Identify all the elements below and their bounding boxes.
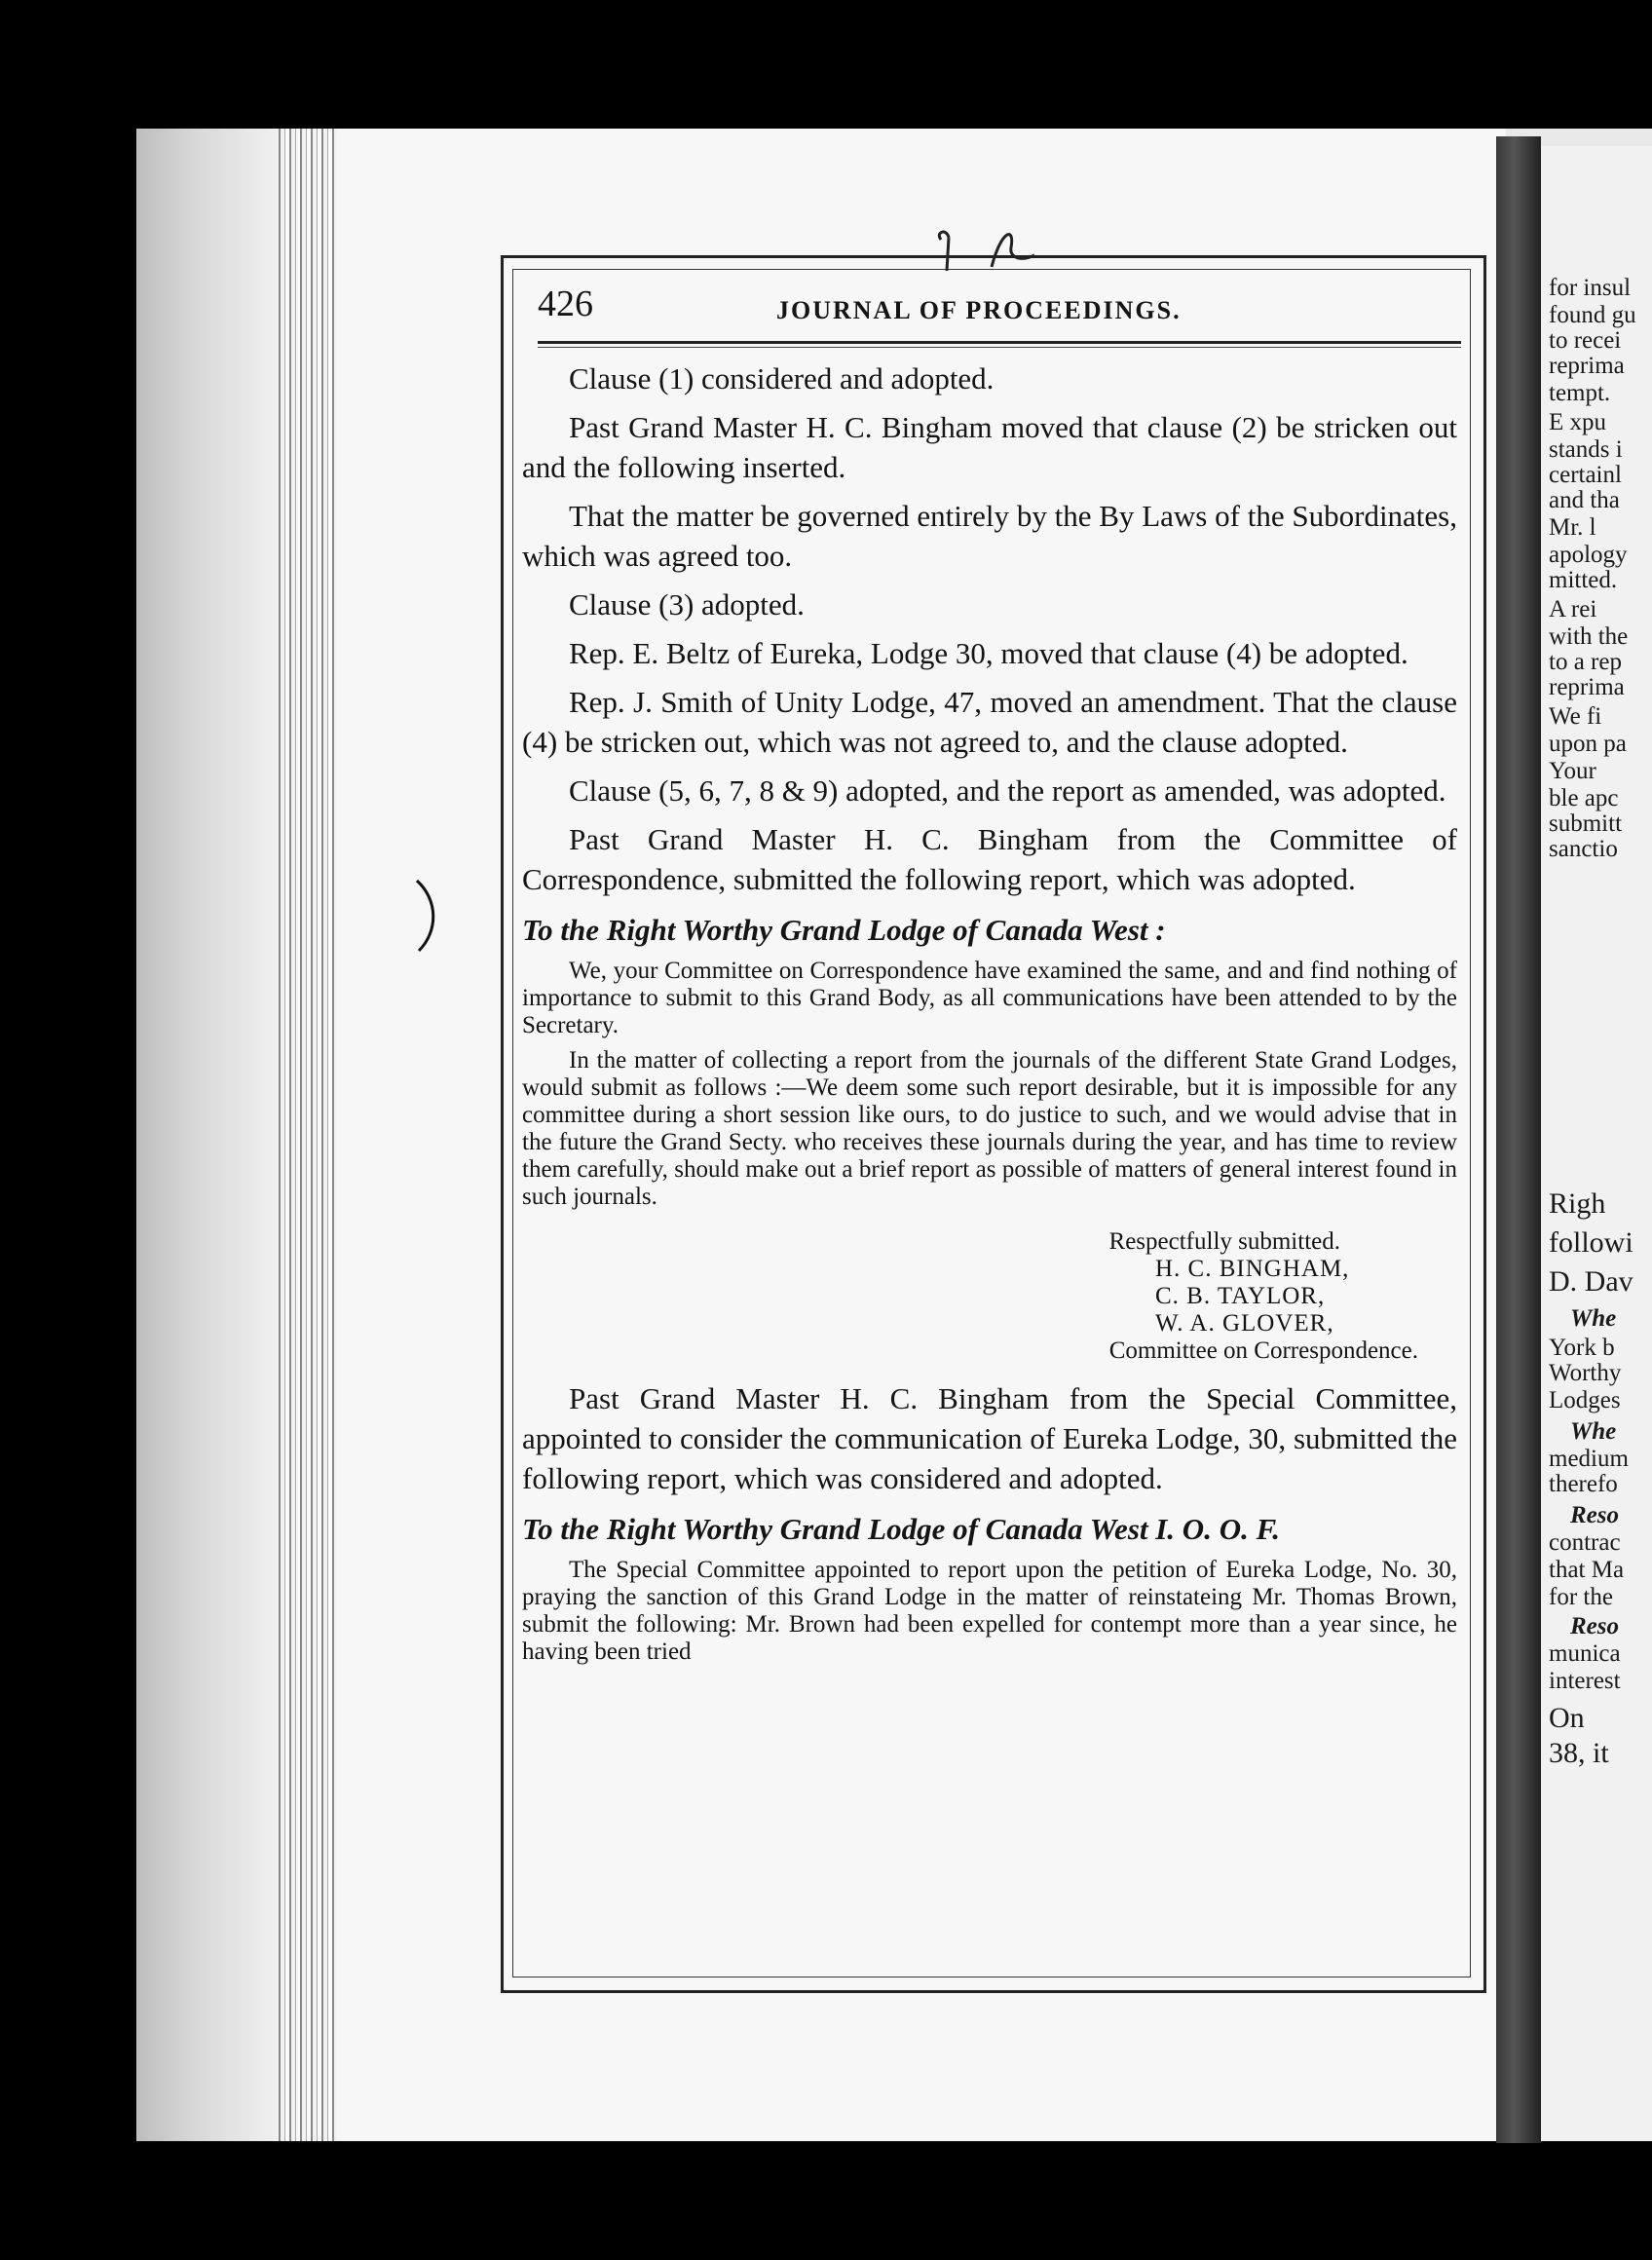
signer-name: W. A. GLOVER,: [1155, 1310, 1334, 1337]
facing-page-line: contrac: [1549, 1529, 1621, 1556]
page-number: 426: [538, 283, 593, 324]
facing-page-line: mitted.: [1549, 567, 1618, 593]
signer-name: C. B. TAYLOR,: [1155, 1283, 1326, 1309]
paragraph: Clause (1) considered and adopted.: [569, 361, 995, 396]
facing-page-line: York b: [1549, 1335, 1615, 1361]
facing-page-line: stands i: [1549, 436, 1623, 463]
paragraph: Rep. E. Beltz of Eureka, Lodge 30, moved that clause (4) be adopted.: [569, 636, 1408, 670]
facing-page-line: munica: [1549, 1640, 1621, 1667]
facing-page-line: therefo: [1549, 1471, 1618, 1497]
paragraph: Clause (3) adopted.: [569, 587, 805, 622]
paragraph: Past Grand Master H. C. Bingham from the Committee of Correspondence, submitted the following report, which was adopted.: [522, 822, 1457, 896]
facing-page-line: Mr. l: [1549, 514, 1596, 541]
facing-page-line: found gu: [1549, 302, 1636, 328]
facing-page-line: Reso: [1570, 1613, 1619, 1639]
page-header: [538, 282, 1463, 335]
report-paragraph: In the matter of collecting a report from the journals of the different State Grand Lodges, would submit as follows :—We deem some such report desirable, but it is impossible for any committee during a short session like ours, to do justice to such, and we would advise that in the future the Grand Secty. who receives these journals during the year, and has time to review them carefully, should make out a brief report as possible of matters of general interest found in such journals.: [522, 1047, 1457, 1210]
facing-page-line: D. Dav: [1549, 1265, 1633, 1298]
facing-page-line: followi: [1549, 1226, 1633, 1259]
facing-page-line: reprima: [1549, 674, 1625, 700]
facing-page-line: 38, it: [1549, 1737, 1609, 1769]
facing-page-line: Your: [1549, 758, 1596, 784]
facing-page-line: ble apc: [1549, 785, 1619, 811]
facing-page-line: for the: [1549, 1584, 1613, 1610]
book-spine: [1496, 136, 1541, 2143]
paragraph: Past Grand Master H. C. Bingham moved that clause (2) be stricken out and the following inserted.: [522, 410, 1457, 484]
left-binding-shadow: [136, 129, 282, 2141]
paragraph: Rep. J. Smith of Unity Lodge, 47, moved an amendment. That the clause (4) be stricken out, which was not agreed to, and the clause adopted.: [522, 685, 1457, 759]
facing-page-line: sanctio: [1549, 836, 1618, 862]
report-address: To the Right Worthy Grand Lodge of Canada West I. O. O. F.: [522, 1512, 1281, 1546]
facing-page-line: Righ: [1549, 1187, 1606, 1220]
facing-page-line: medium: [1549, 1446, 1629, 1472]
report-address: To the Right Worthy Grand Lodge of Canada West :: [522, 913, 1166, 947]
signer-name: H. C. BINGHAM,: [1155, 1256, 1350, 1282]
facing-page-line: interest: [1549, 1668, 1621, 1694]
page-edges: [279, 129, 337, 2141]
facing-page-line: to a rep: [1549, 649, 1622, 675]
report-paragraph: The Special Committee appointed to report upon the petition of Eureka Lodge, No. 30, praying the sanction of this Grand Lodge in the matter of reinstateing Mr. Thomas Brown, submit the following: Mr. Brown had been expelled for contempt more than a year since, he having been tried: [522, 1557, 1457, 1665]
handwritten-mark-icon: [933, 226, 1079, 271]
facing-page-line: that Ma: [1549, 1557, 1625, 1583]
facing-page-line: certainl: [1549, 462, 1622, 488]
facing-page-line: Whe: [1570, 1418, 1617, 1445]
paragraph: Clause (5, 6, 7, 8 & 9) adopted, and the report as amended, was adopted.: [569, 773, 1446, 808]
paragraph: Past Grand Master H. C. Bingham from the Special Committee, appointed to consider the communication of Eureka Lodge, 30, submitted the following report, which was considered and adopted.: [522, 1381, 1457, 1495]
header-rule-thin: [538, 347, 1461, 348]
signers: [522, 1256, 1457, 1337]
header-rule: [538, 341, 1461, 344]
facing-page-line: for insul: [1549, 275, 1632, 301]
facing-page-line: and tha: [1549, 487, 1620, 513]
margin-paren-mark-icon: [413, 877, 442, 955]
committee-name: Committee on Correspondence.: [1108, 1337, 1418, 1364]
facing-page-line: with the: [1549, 623, 1629, 650]
facing-page-line: Reso: [1570, 1502, 1619, 1528]
paragraph: That the matter be governed entirely by the By Laws of the Subordinates, which was agreed too.: [522, 499, 1457, 573]
facing-page-line: tempt.: [1549, 380, 1611, 406]
facing-page-line: upon pa: [1549, 731, 1627, 757]
page-body: [522, 358, 1457, 1666]
facing-page-line: On: [1549, 1702, 1585, 1734]
facing-page-line: reprima: [1549, 353, 1625, 379]
facing-page-fragment: [1541, 146, 1652, 2141]
facing-page-line: Whe: [1570, 1305, 1617, 1332]
facing-page-line: We fi: [1549, 703, 1602, 730]
facing-page-line: A rei: [1549, 596, 1597, 622]
facing-page-line: to recei: [1549, 327, 1622, 354]
facing-page-line: Worthy: [1549, 1360, 1622, 1386]
running-head: JOURNAL OF PROCEEDINGS.: [776, 296, 1182, 324]
signoff: Respectfully submitted.: [1108, 1228, 1340, 1255]
facing-page-line: apology: [1549, 542, 1628, 568]
report-paragraph: We, your Committee on Correspondence have examined the same, and and find nothing of importance to submit to this Grand Body, as all communications have been attended to by the Secretary.: [522, 958, 1457, 1038]
facing-page-line: submitt: [1549, 810, 1623, 837]
facing-page-line: Lodges: [1549, 1387, 1621, 1413]
facing-page-line: E xpu: [1549, 409, 1607, 435]
